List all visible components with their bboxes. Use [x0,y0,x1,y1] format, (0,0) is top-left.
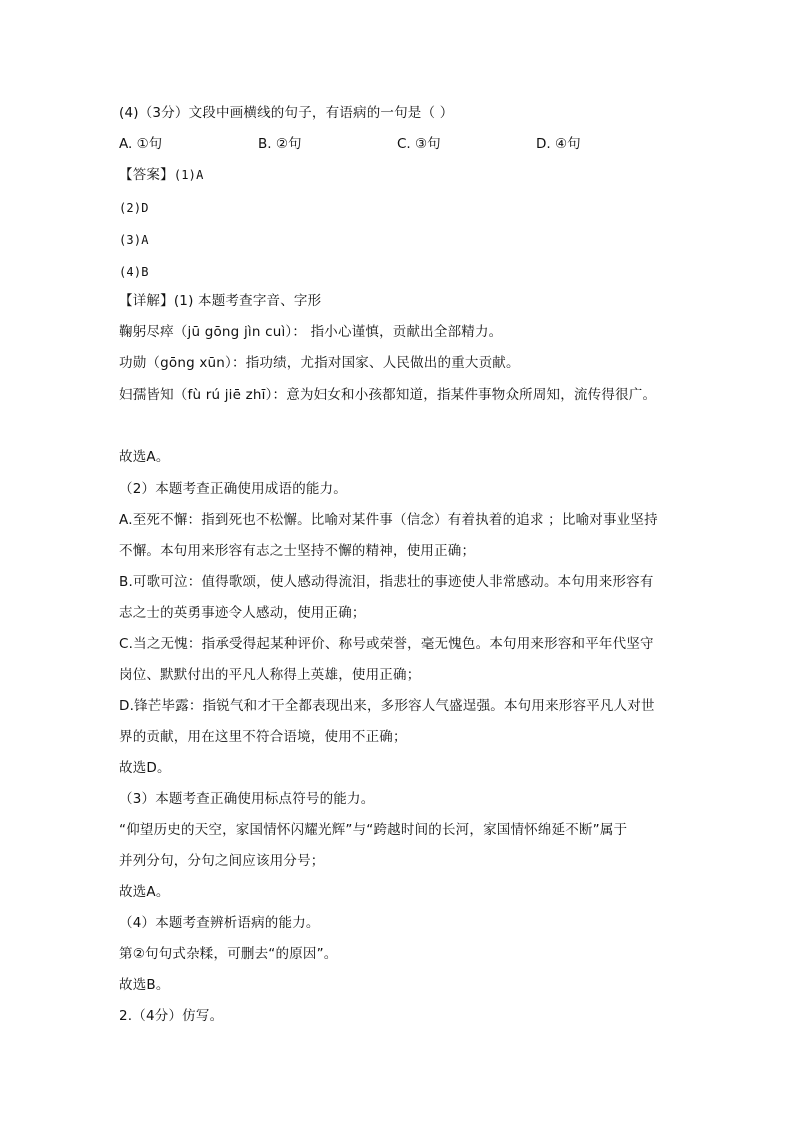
explanation-line: 不懈。本句用来形容有志之士坚持不懈的精神，使用正确； [119,543,476,559]
detail-intro: (1) 本题考查字音、字形 [173,293,322,309]
explanation-line: （3）本题考查正确使用标点符号的能力。 [119,791,375,807]
answer-item: (4)B [119,265,149,279]
answer-item: (2)D [119,201,149,215]
explanation-line: B.可歌可泣：值得歌颂，使人感动得流泪，指悲壮的事迹使人非常感动。本句用来形容有 [119,574,654,590]
detail-label: 【详解】 [119,293,174,309]
explanation-line: 故选D。 [119,760,171,776]
question-4-stem: (4)（3分）文段中画横线的句子，有语病的一句是（ ） [119,105,454,121]
explanation-line: （4）本题考查辨析语病的能力。 [119,915,320,931]
answer-item: (1)A [173,168,204,182]
explanation-line: （2）本题考查正确使用成语的能力。 [119,481,347,497]
explanation-line: 并列分句，分句之间应该用分号； [119,853,325,869]
explanation-line: 岗位、默默付出的平凡人称得上英雄，使用正确； [119,667,421,683]
answer-line [119,165,204,185]
option-c: C. ③句 [397,136,441,152]
answer-item: (3)A [119,233,149,247]
option-a: A. ①句 [119,136,163,152]
explanation-line: 第②句句式杂糅，可删去“的原因”。 [119,946,338,962]
explanation-line: 界的贡献，用在这里不符合语境，使用不正确； [119,729,407,745]
explanation-line: D.锋芒毕露：指锐气和才干全都表现出来，多形容人气盛逞强。本句用来形容平凡人对世 [119,698,655,714]
explanation-line: 故选A。 [119,449,170,465]
explanation-line: 鞠躬尽瘁（jū gōng jìn cuì）： 指小心谨慎，贡献出全部精力。 [119,324,503,340]
option-d: D. ④句 [536,136,581,152]
answer-label: 【答案】 [119,167,174,183]
explanation-line: “仰望历史的天空，家国情怀闪耀光辉”与“跨越时间的长河，家国情怀绵延不断”属于 [119,822,628,838]
explanation-line: 故选B。 [119,977,170,993]
next-question-heading: 2.（4分）仿写。 [119,1008,224,1024]
explanation-line: 故选A。 [119,884,170,900]
explanation-line: 妇孺皆知（fù rú jiē zhī）：意为妇女和小孩都知道，指某件事物众所周知，流传得很广。 [119,387,657,403]
explanation-line: A.至死不懈：指到死也不松懈。比喻对某件事（信念）有着执着的追求 ；比喻对事业坚持 [119,512,658,528]
detail-heading [119,291,321,311]
explanation-line: 志之士的英勇事迹令人感动，使用正确； [119,605,366,621]
option-b: B. ②句 [258,136,302,152]
explanation-line: 功勋（gōng xūn）：指功绩，尤指对国家、人民做出的重大贡献。 [119,355,520,371]
explanation-line: C.当之无愧：指承受得起某种评价、称号或荣誉，毫无愧色。本句用来形容和平年代坚守 [119,636,654,652]
